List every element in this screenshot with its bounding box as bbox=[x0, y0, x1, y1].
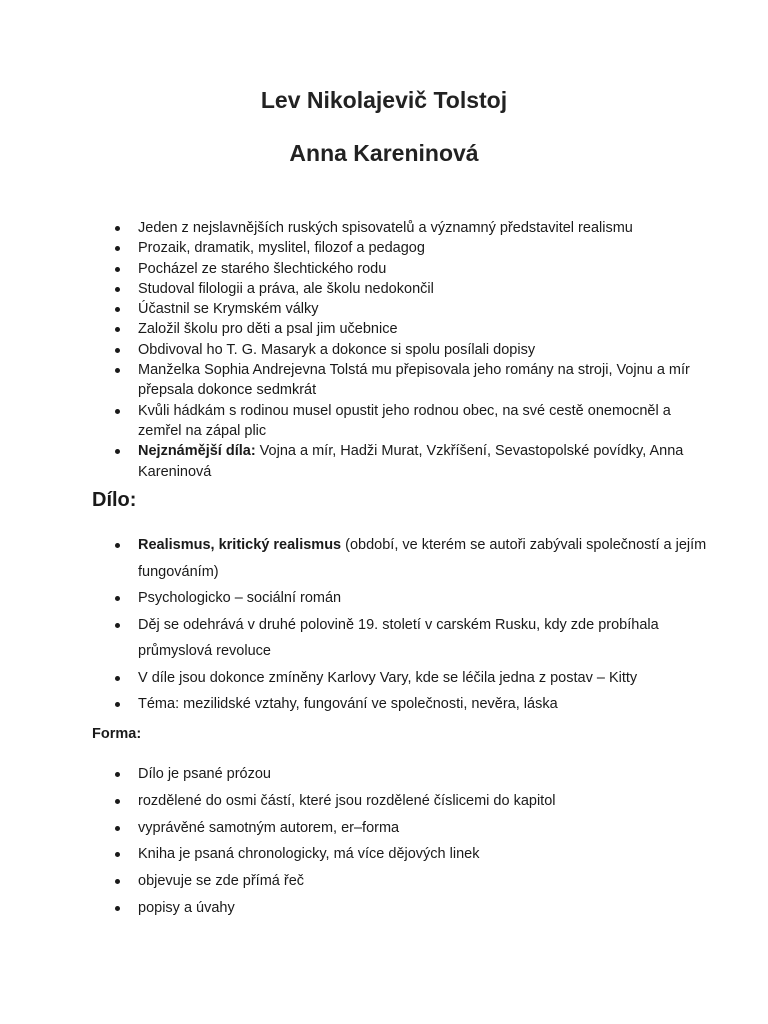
bullet-icon bbox=[115, 623, 120, 628]
bullet-icon bbox=[115, 287, 120, 292]
list-item-text: Dílo je psané prózou bbox=[138, 766, 271, 782]
bullet-icon bbox=[115, 852, 120, 857]
bullet-icon bbox=[115, 226, 120, 231]
list-item-text: Kvůli hádkám s rodinou musel opustit jeho rodnou obec, na své cestě onemocněl a zemřel na zápal plic bbox=[138, 402, 671, 439]
list-item bbox=[0, 815, 768, 842]
list-item bbox=[0, 279, 768, 299]
list-item bbox=[0, 360, 768, 401]
author-bio-list bbox=[0, 218, 768, 482]
list-item-label: Realismus, kritický realismus bbox=[138, 537, 342, 553]
list-item bbox=[0, 585, 768, 612]
list-item-text: Děj se odehrává v druhé polovině 19. století v carském Rusku, kdy zde probíhala průmyslová revoluce bbox=[138, 616, 659, 659]
list-item-text: Obdivoval ho T. G. Masaryk a dokonce si spolu posílali dopisy bbox=[138, 341, 536, 358]
bullet-icon bbox=[115, 368, 120, 373]
list-item bbox=[0, 612, 768, 665]
list-item-text: Jeden z nejslavnějších ruských spisovatelů a významný představitel realismu bbox=[138, 220, 633, 236]
list-item bbox=[0, 868, 768, 895]
list-item bbox=[0, 441, 768, 482]
bullet-icon bbox=[115, 348, 120, 353]
dilo-list bbox=[0, 532, 768, 718]
bullet-icon bbox=[115, 702, 120, 707]
list-item bbox=[0, 665, 768, 692]
list-item-text: rozdělené do osmi částí, které jsou rozdělené číslicemi do kapitol bbox=[138, 792, 556, 809]
section-heading-forma: Forma: bbox=[92, 726, 142, 742]
list-item-text: Založil školu pro děti a psal jim učebnice bbox=[138, 321, 398, 338]
list-item bbox=[0, 340, 768, 360]
list-item-text: vyprávěné samotným autorem, er–forma bbox=[138, 819, 400, 836]
list-item bbox=[0, 788, 768, 815]
document-subtitle: Anna Kareninová bbox=[289, 140, 479, 166]
list-item bbox=[0, 319, 768, 339]
bullet-icon bbox=[115, 449, 120, 454]
bullet-icon bbox=[115, 307, 120, 312]
list-item bbox=[0, 895, 768, 922]
list-item-text: popisy a úvahy bbox=[138, 899, 235, 916]
bullet-icon bbox=[115, 267, 120, 272]
bullet-icon bbox=[115, 543, 120, 548]
list-item-label: Nejznámější díla: bbox=[138, 443, 256, 460]
bullet-icon bbox=[115, 879, 120, 884]
list-item-text: Účastnil se Krymském války bbox=[138, 301, 319, 318]
list-item-text: Vojna a mír, Hadži Murat, Vzkříšení, Sevastopolské povídky, Anna Kareninová bbox=[138, 443, 684, 480]
bullet-icon bbox=[115, 327, 120, 332]
list-item bbox=[0, 299, 768, 319]
list-item bbox=[0, 259, 768, 279]
list-item bbox=[0, 218, 768, 238]
list-item-text: Manželka Sophia Andrejevna Tolstá mu přepisovala jeho romány na stroji, Vojnu a mír přepsala dokonce sedmkrát bbox=[138, 362, 690, 399]
list-item bbox=[0, 238, 768, 258]
bullet-icon bbox=[115, 772, 120, 777]
bullet-icon bbox=[115, 676, 120, 681]
bullet-icon bbox=[115, 409, 120, 414]
list-item-text: (období, ve kterém se autoři zabývali společností a jejím fungováním) bbox=[138, 537, 707, 580]
list-item-text: Psychologicko – sociální román bbox=[138, 590, 342, 606]
bullet-icon bbox=[115, 596, 120, 601]
list-item-text: Kniha je psaná chronologicky, má více dějových linek bbox=[138, 846, 480, 863]
bullet-icon bbox=[115, 246, 120, 251]
bullet-icon bbox=[115, 799, 120, 804]
list-item-text: Prozaik, dramatik, myslitel, filozof a pedagog bbox=[138, 240, 425, 257]
bullet-icon bbox=[115, 826, 120, 831]
list-item-text: objevuje se zde přímá řeč bbox=[138, 873, 305, 890]
bullet-icon bbox=[115, 906, 120, 911]
section-heading-dilo: Dílo: bbox=[92, 489, 137, 511]
list-item-text: Téma: mezilidské vztahy, fungování ve společnosti, nevěra, láska bbox=[138, 696, 558, 712]
list-item bbox=[0, 401, 768, 442]
list-item-text: Pocházel ze starého šlechtického rodu bbox=[138, 260, 387, 277]
list-item bbox=[0, 532, 768, 585]
list-item bbox=[0, 691, 768, 718]
document-title: Lev Nikolajevič Tolstoj bbox=[260, 87, 508, 113]
forma-list bbox=[0, 761, 768, 922]
list-item bbox=[0, 761, 768, 788]
list-item-text: V díle jsou dokonce zmíněny Karlovy Vary, kde se léčila jedna z postav – Kitty bbox=[138, 669, 638, 686]
list-item-text: Studoval filologii a práva, ale školu nedokončil bbox=[138, 280, 434, 297]
list-item bbox=[0, 841, 768, 868]
